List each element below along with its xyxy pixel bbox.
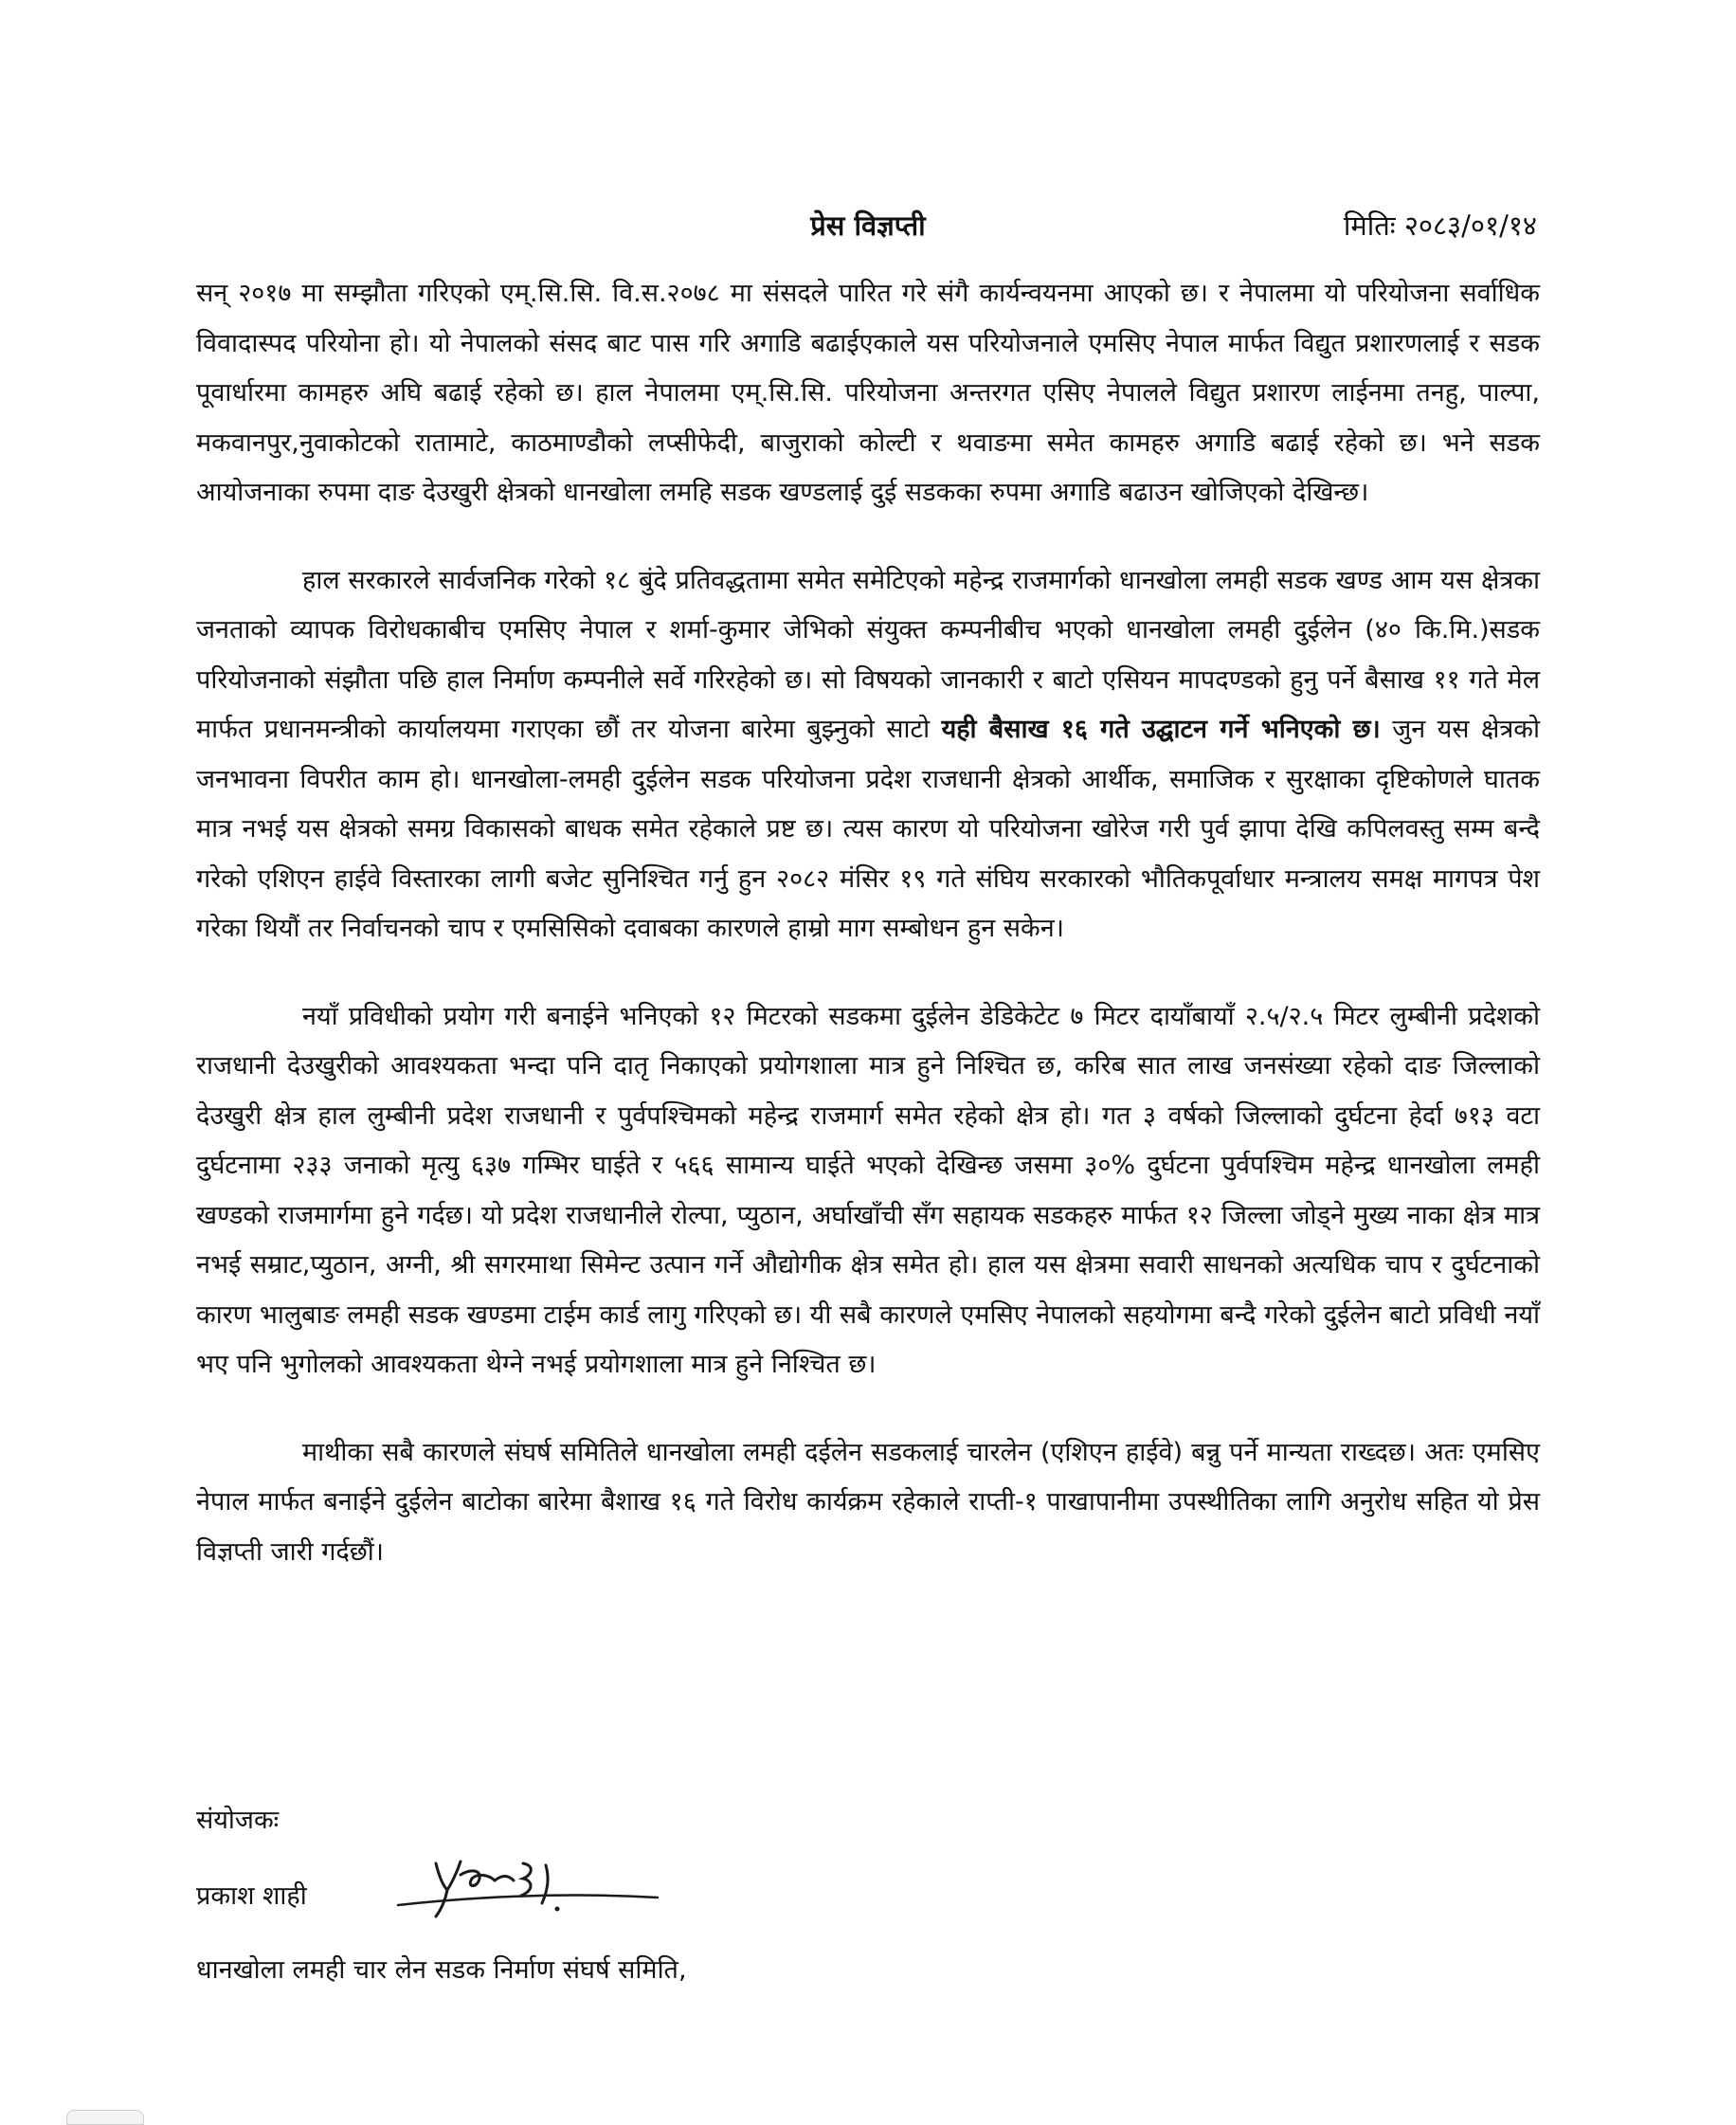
body-paragraph-2-start: हाल सरकारले सार्वजनिक गरेको १८ बुंदे प्रतिवद्धतामा समेत समेटिएको महेन्द्र राजमार्गको धानखोला लमही सडक खण्ड आम यस क्षेत्रका जनताको व्यापक विरोधकाबीच एमसिए नेपाल र शर्मा-कुमार जेभिको संयुक्त कम्पनीबीच भएको धानखोला लमही दुईलेन (४० कि.मि.)सडक परियोजनाको संझौता पछि हाल निर्माण कम्पनीले सर्वे गरिरहेको छ। सो विषयको जानकारी र बाटो एसियन मापदण्डको हुनु पर्ने बैसाख ११ गते मेल मार्फत प्रधानमन्त्रीको कार्यालयमा गराएका छौं तर योजना बारेमा बुझ्नुको साटो	[196, 565, 1540, 744]
body-paragraph-3: नयाँ प्रविधीको प्रयोग गरी बनाईने भनिएको १२ मिटरको सडकमा दुईलेन डेडिकेटेट ७ मिटर दायाँबायाँ २.५/२.५ मिटर लुम्बीनी प्रदेशको राजधानी देउखुरीको आवश्यकता भन्दा पनि दातृ निकाएको प्रयोगशाला मात्र हुने निश्चित छ, करिब सात लाख जनसंख्या रहेको दाङ जिल्लाको देउखुरी क्षेत्र हाल लुम्बीनी प्रदेश राजधानी र पुर्वपश्चिमको महेन्द्र राजमार्ग समेत रहेको क्षेत्र हो। गत ३ वर्षको जिल्लाको दुर्घटना हेर्दा ७१३ वटा दुर्घटनामा २३३ जनाको मृत्यु ६३७ गम्भिर घाईते र ५६६ सामान्य घाईते भएको देखिन्छ जसमा ३०% दुर्घटना पुर्वपश्चिम महेन्द्र धानखोला लमही खण्डको राजमार्गमा हुने गर्दछ। यो प्रदेश राजधानीले रोल्पा, प्युठान, अर्घाखाँची सँग सहायक सडकहरु मार्फत १२ जिल्ला जोड्ने मुख्य नाका क्षेत्र मात्र नभई सम्राट,प्युठान, अग्नी, श्री सगरमाथा सिमेन्ट उत्पान गर्ने औद्योगीक क्षेत्र समेत हो। हाल यस क्षेत्रमा सवारी साधनको अत्यधिक चाप र दुर्घटनाको कारण भालुबाङ लमही सडक खण्डमा टाईम कार्ड लागु गरिएको छ। यी सबै कारणले एमसिए नेपालको सहयोगमा बन्दै गरेको दुईलेन बाटो प्रविधी नयाँ भए पनि भुगोलको आवश्यकता थेग्ने नभई प्रयोगशाला मात्र हुने निश्चित छ।	[196, 1001, 1540, 1379]
page-title: प्रेस विज्ञप्ती	[810, 209, 926, 242]
handwritten-signature	[390, 1837, 665, 1932]
press-release-body	[196, 269, 1540, 1615]
page-corner-tab	[66, 2110, 144, 2125]
body-paragraph-1: सन् २०१७ मा सम्झौता गरिएको एम्.सि.सि. वि.स.२०७८ मा संसदले पारित गरे संगै कार्यन्वयनमा आएको छ। र नेपालमा यो परियोजना सर्वाधिक विवादास्पद परियोना हो। यो नेपालको संसद बाट पास गरि अगाडि बढाईएकाले यस परियोजनाले एमसिए नेपाल मार्फत विद्युत प्रशारणलाई र सडक पूवार्धारमा कामहरु अघि बढाई रहेको छ। हाल नेपालमा एम्.सि.सि. परियोजना अन्तरगत एसिए नेपालले विद्युत प्रशारण लाईनमा तनहु, पाल्पा, मकवानपुर,नुवाकोटको रातामाटे, काठमाण्डौको लप्सीफेदी, बाजुराको कोल्टी र थवाङमा समेत कामहरु अगाडि बढाई रहेको छ। भने सडक आयोजनाका रुपमा दाङ देउखुरी क्षेत्रको धानखोला लमहि सडक खण्डलाई दुई सडकका रुपमा अगाडि बढाउन खोजिएको देखिन्छ।	[196, 279, 1540, 507]
body-paragraph-2-end: जुन यस क्षेत्रको जनभावना विपरीत काम हो। धानखोला-लमही दुईलेन सडक परियोजना प्रदेश राजधानी क्षेत्रको आर्थीक, समाजिक र सुरक्षाका दृष्टिकोणले घातक मात्र नभई यस क्षेत्रको समग्र विकासको बाधक समेत रहेकाले प्रष्ट छ। त्यस कारण यो परियोजना खोरेज गरी पुर्व झापा देखि कपिलवस्तु सम्म बन्दै गरेको एशिएन हाईवे विस्तारका लागी बजेट सुनिश्चित गर्नु हुन २०८२ मंसिर १९ गते संघिय सरकारको भौतिकपूर्वाधार मन्त्रालय समक्ष मागपत्र पेश गरेका थियौं तर निर्वाचनको चाप र एमसिसिको दवाबका कारणले हाम्रो माग सम्बोधन हुन सकेन।	[196, 715, 1540, 943]
release-date: मितिः २०८३/०१/१४	[1343, 209, 1537, 242]
inauguration-notice-highlight: यही बैसाख १६ गते उद्घाटन गर्ने भनिएको छ।	[941, 715, 1381, 744]
coordinator-label: संयोजकः	[196, 1806, 280, 1835]
signer-name: प्रकाश शाही	[196, 1881, 307, 1911]
body-paragraph-2	[196, 556, 1540, 954]
organization-name: धानखोला लमही चार लेन सडक निर्माण संघर्ष समिति,	[196, 1955, 687, 1985]
body-paragraph-4: माथीका सबै कारणले संघर्ष समितिले धानखोला लमही दईलेन सडकलाई चारलेन (एशिएन हाईवे) बन्नु पर्ने मान्यता राख्दछ। अतः एमसिए नेपाल मार्फत बनाईने दुईलेन बाटोका बारेमा बैशाख १६ गते विरोध कार्यक्रम रहेकाले राप्ती-१ पाखापानीमा उपस्थीतिका लागि अनुरोध सहित यो प्रेस विज्ञप्ती जारी गर्दछौं।	[196, 1437, 1540, 1567]
signature-block	[196, 1801, 1144, 2047]
